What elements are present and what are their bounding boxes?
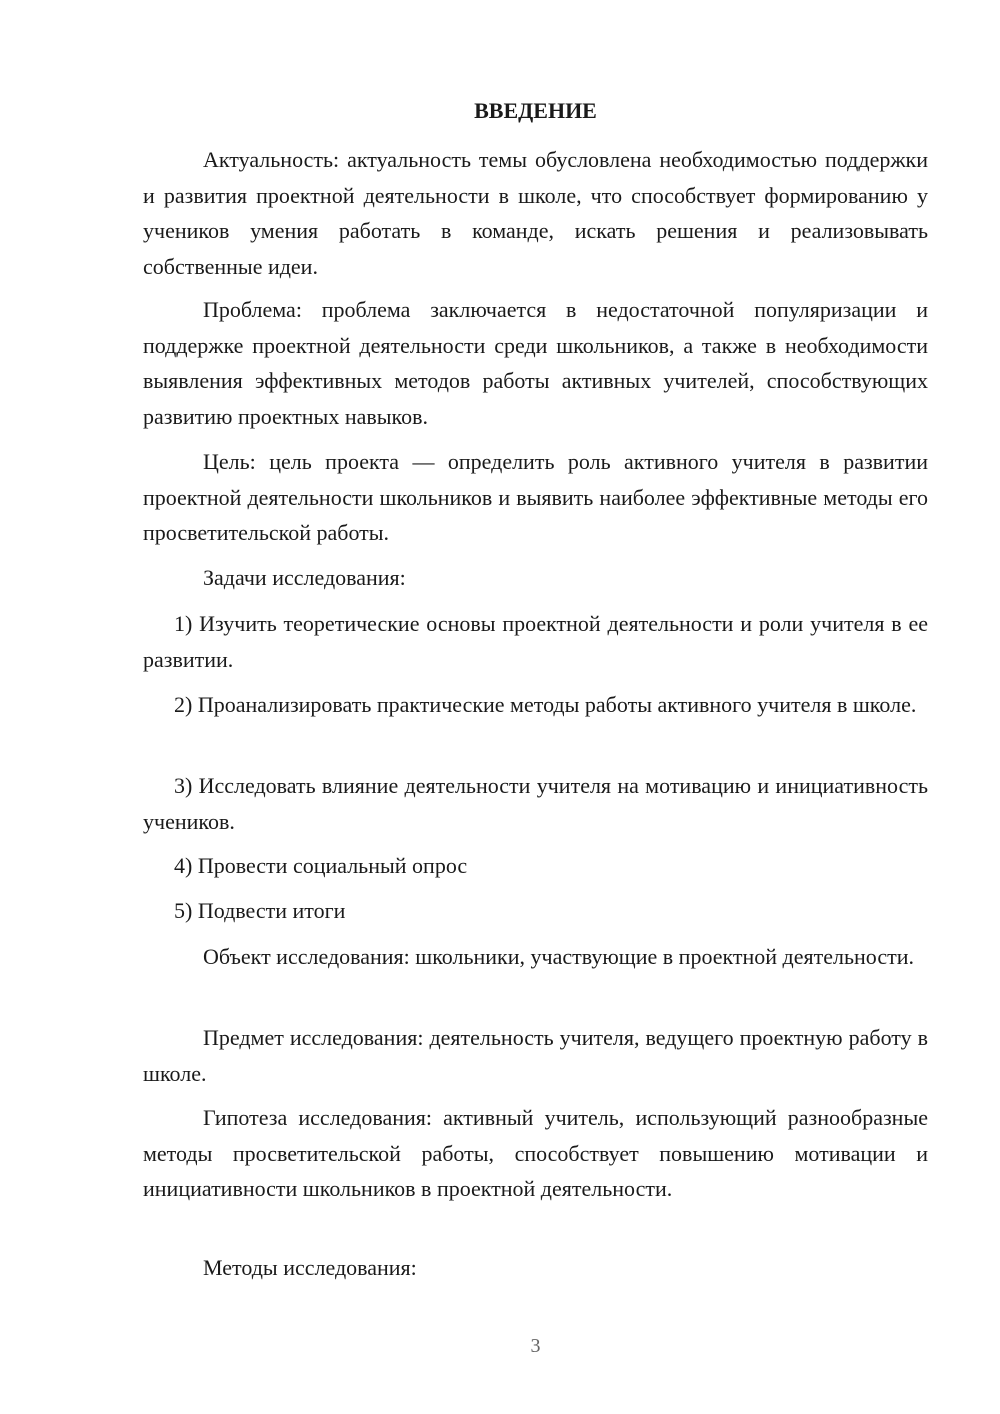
task-item-1: 1) Изучить теоретические основы проектной деятельности и роли учителя в ее развитии. [143,611,928,672]
paragraph-object: Объект исследования: школьники, участвующие в проектной деятельности. [203,944,914,969]
task-item-3: 3) Исследовать влияние деятельности учителя на мотивацию и инициативность учеников. [143,773,928,834]
task-item-2: 2) Проанализировать практические методы работы активного учителя в школе. [174,692,917,717]
tasks-heading: Задачи исследования: [203,565,406,590]
paragraph-problem: Проблема: проблема заключается в недостаточной популяризации и поддержке проектной деятельности среди школьников, а также в необходимости выявления эффективных методов работы активных учителей, способствующих развитию проектных навыков. [143,297,928,429]
paragraph-goal: Цель: цель проекта — определить роль активного учителя в развитии проектной деятельности школьников и выявить наиболее эффективные методы его просветительской работы. [143,449,928,545]
task-item-5: 5) Подвести итоги [174,898,346,923]
methods-heading: Методы исследования: [203,1255,417,1280]
document-page [143,0,928,1414]
paragraph-subject: Предмет исследования: деятельность учителя, ведущего проектную работу в школе. [143,1025,928,1086]
page-title: ВВЕДЕНИЕ [474,98,597,123]
page-number: 3 [530,1335,541,1357]
paragraph-hypothesis: Гипотеза исследования: активный учитель, использующий разнообразные методы просветительской работы, способствует повышению мотивации и инициативности школьников в проектной деятельности. [143,1105,928,1201]
task-item-4: 4) Провести социальный опрос [174,853,468,878]
paragraph-relevance: Актуальность: актуальность темы обусловлена необходимостью поддержки и развития проектной деятельности в школе, что способствует формированию у учеников умения работать в команде, искать решения и реализовывать собственные идеи. [143,147,928,279]
